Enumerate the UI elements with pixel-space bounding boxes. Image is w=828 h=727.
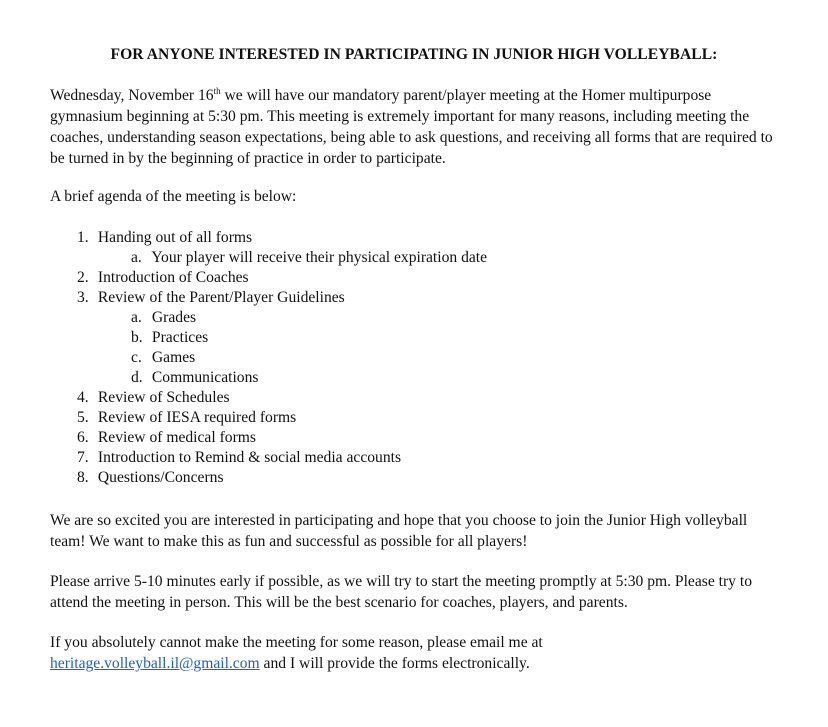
agenda-item (0, 388, 828, 408)
agenda-subitem (0, 308, 828, 328)
intro-body-text: we will have our mandatory parent/player meeting at the Homer multipurpose gymnasium beginning at 5:30 pm. This meeting is extremely important for many reasons, including meeting the coaches, understanding season expectations, being able to ask questions, and receiving all forms that are required to be turned in by the beginning of practice in order to participate. (50, 87, 773, 167)
agenda-item (0, 448, 828, 468)
agenda-marker: 8. (77, 469, 89, 486)
agenda-text: Review of the Parent/Player Guidelines (97, 289, 345, 306)
agenda-text: Games (151, 349, 196, 366)
agenda-marker: a. (131, 309, 142, 326)
intro-date-text: Wednesday, November 16 (50, 87, 214, 104)
agenda-text: Communications (151, 369, 259, 386)
agenda-subitem (0, 348, 828, 368)
agenda-subitem (0, 248, 828, 268)
agenda-marker: 1. (77, 229, 89, 246)
agenda-text: Introduction of Coaches (97, 269, 249, 286)
agenda-text: Practices (151, 329, 209, 346)
intro-paragraph (50, 85, 778, 169)
agenda-subitem (0, 368, 828, 388)
agenda-text: Review of IESA required forms (97, 409, 297, 426)
agenda-item (0, 268, 828, 288)
agenda-text: Questions/Concerns (97, 469, 224, 486)
agenda-marker: d. (131, 369, 143, 386)
agenda-marker: 6. (77, 429, 89, 446)
agenda-text: Handing out of all forms (97, 229, 253, 246)
agenda-marker: 5. (77, 409, 89, 426)
agenda-intro: A brief agenda of the meeting is below: (50, 188, 297, 205)
arrival-paragraph: Please arrive 5-10 minutes early if possible, as we will try to start the meeting promptly at 5:30 pm. Please try to attend the meeting in person. This will be the best scenario for coaches, players, and parents. (50, 573, 753, 611)
agenda-marker: 7. (77, 449, 89, 466)
agenda-item (0, 428, 828, 448)
excited-paragraph: We are so excited you are interested in participating and hope that you choose to join the Junior High volleyball team! We want to make this as fun and successful as possible for all players! (50, 512, 748, 550)
contact-text: If you absolutely cannot make the meeting for some reason, please email me at (50, 634, 543, 651)
agenda-item (0, 288, 828, 308)
page-title: FOR ANYONE INTERESTED IN PARTICIPATING IN JUNIOR HIGH VOLLEYBALL: (110, 46, 718, 63)
contact-paragraph (50, 632, 778, 674)
agenda-item (0, 468, 828, 488)
agenda-item (0, 228, 828, 248)
agenda-marker: 3. (77, 289, 89, 306)
contact-text-end: and I will provide the forms electronically. (259, 655, 530, 672)
agenda-marker: a. (131, 249, 142, 266)
agenda-marker: 4. (77, 389, 89, 406)
agenda-marker: 2. (77, 269, 89, 286)
intro-date-suffix: th (213, 85, 221, 96)
email-link[interactable]: heritage.volleyball.il@gmail.com (50, 655, 260, 672)
agenda-text: Grades (151, 309, 197, 326)
agenda-marker: c. (131, 349, 142, 366)
agenda-text: Review of medical forms (97, 429, 256, 446)
agenda-text: Introduction to Remind & social media accounts (97, 449, 402, 466)
agenda-list (0, 228, 828, 488)
agenda-text: Review of Schedules (97, 389, 230, 406)
agenda-text: Your player will receive their physical expiration date (151, 249, 488, 266)
agenda-subitem (0, 328, 828, 348)
agenda-item (0, 408, 828, 428)
agenda-marker: b. (131, 329, 143, 346)
